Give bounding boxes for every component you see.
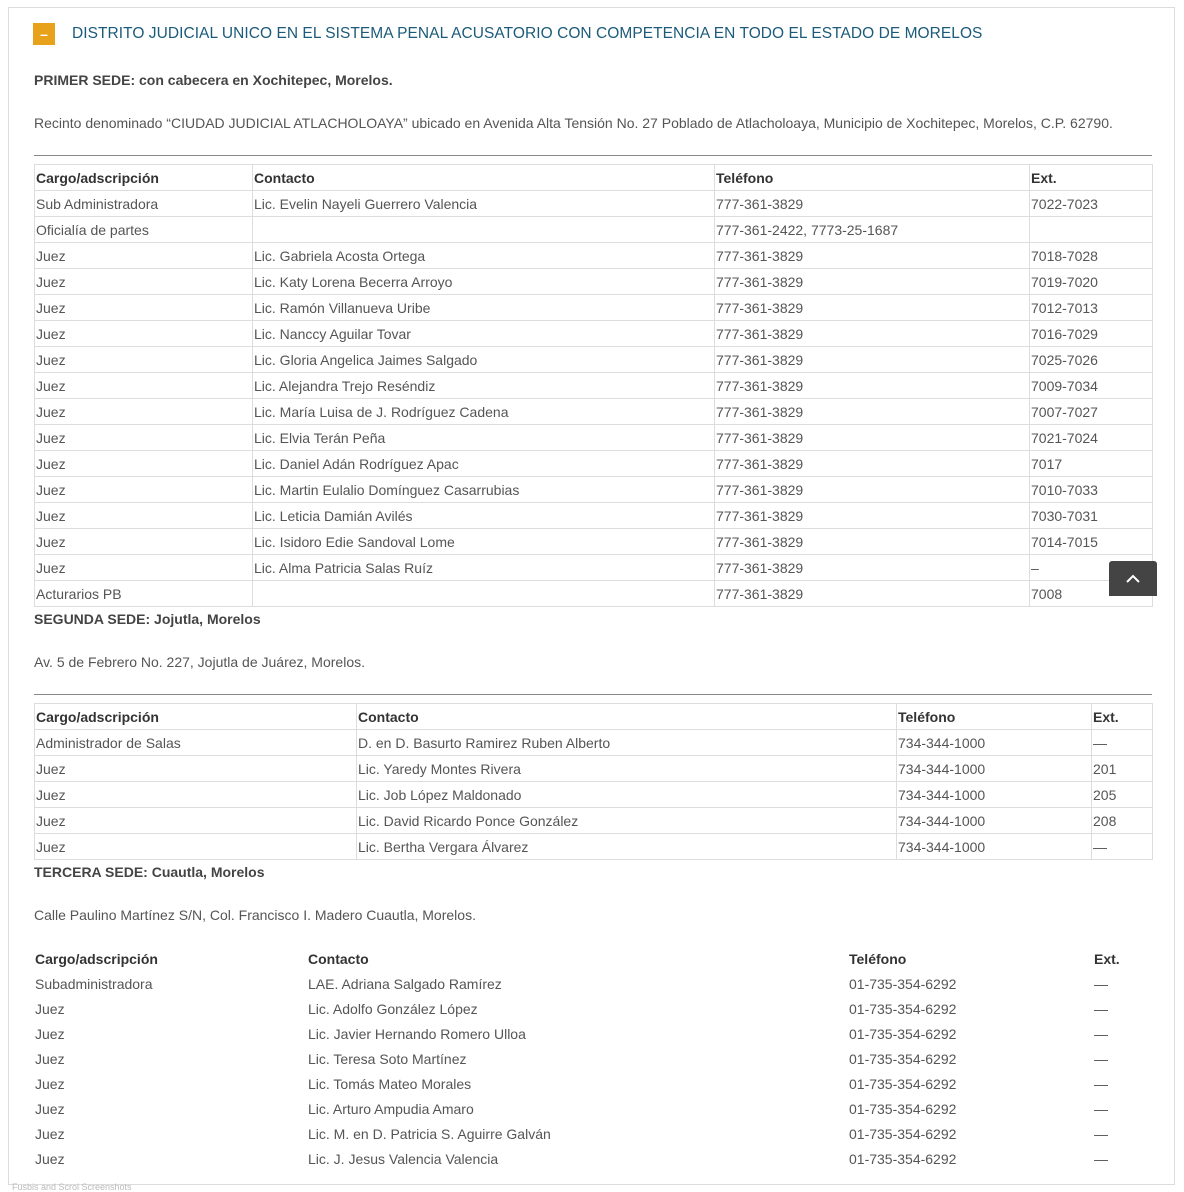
table-cell: Juez xyxy=(35,834,357,860)
table-cell: 777-361-3829 xyxy=(715,425,1030,451)
table-cell: Juez xyxy=(35,399,253,425)
table-row xyxy=(34,1096,1152,1121)
table-header-row xyxy=(35,704,1153,730)
table-cell: Lic. Alejandra Trejo Reséndiz xyxy=(253,373,715,399)
table-cell: Subadministradora xyxy=(35,975,153,992)
table-cell: Lic. Isidoro Edie Sandoval Lome xyxy=(253,529,715,555)
table-cell: Lic. Yaredy Montes Rivera xyxy=(357,756,897,782)
table-cell: 7016-7029 xyxy=(1030,321,1153,347)
table-cell: — xyxy=(1094,1025,1108,1042)
table-row xyxy=(34,1021,1152,1046)
table-cell: Lic. Teresa Soto Martínez xyxy=(308,1050,467,1067)
table-row xyxy=(35,399,1153,425)
table-cell: Oficialía de partes xyxy=(35,217,253,243)
table-cell: 7022-7023 xyxy=(1030,191,1153,217)
table-cell xyxy=(253,217,715,243)
sede1-table xyxy=(34,164,1153,607)
table-cell: 777-361-3829 xyxy=(715,321,1030,347)
table-cell: — xyxy=(1094,1000,1108,1017)
accordion-title[interactable]: DISTRITO JUDICIAL UNICO EN EL SISTEMA PENAL ACUSATORIO CON COMPETENCIA EN TODO EL ESTADO DE MORELOS xyxy=(72,25,983,42)
table-cell: — xyxy=(1094,1100,1108,1117)
table-row xyxy=(35,782,1153,808)
table-cell: 7025-7026 xyxy=(1030,347,1153,373)
table-row xyxy=(34,971,1152,996)
table-cell: 777-361-3829 xyxy=(715,295,1030,321)
table-row xyxy=(34,1146,1152,1171)
table-row xyxy=(35,243,1153,269)
table-cell: Juez xyxy=(35,347,253,373)
table-cell: Juez xyxy=(35,425,253,451)
table-cell: 777-361-3829 xyxy=(715,191,1030,217)
sede2-table xyxy=(34,703,1153,860)
table-cell: LAE. Adriana Salgado Ramírez xyxy=(308,975,502,992)
table-row xyxy=(35,269,1153,295)
table-row xyxy=(34,1046,1152,1071)
table-cell: 01-735-354-6292 xyxy=(849,1125,957,1142)
table-cell: Juez xyxy=(35,1025,65,1042)
table-cell: Lic. Leticia Damián Avilés xyxy=(253,503,715,529)
table-cell xyxy=(1030,217,1153,243)
table-row xyxy=(35,477,1153,503)
column-header: Teléfono xyxy=(897,704,1092,730)
table-cell: — xyxy=(1092,834,1153,860)
table-cell: 777-361-3829 xyxy=(715,269,1030,295)
table-cell: Lic. Gabriela Acosta Ortega xyxy=(253,243,715,269)
table-cell: Juez xyxy=(35,756,357,782)
table-cell: Juez xyxy=(35,373,253,399)
column-header: Teléfono xyxy=(715,165,1030,191)
table-cell: 01-735-354-6292 xyxy=(849,975,957,992)
collapse-toggle-button[interactable]: – xyxy=(33,23,55,45)
table-cell: Lic. Daniel Adán Rodríguez Apac xyxy=(253,451,715,477)
table-cell: Administrador de Salas xyxy=(35,730,357,756)
sede2-title: SEGUNDA SEDE: Jojutla, Morelos xyxy=(34,611,261,627)
table-cell: Juez xyxy=(35,529,253,555)
table-row xyxy=(35,321,1153,347)
table-cell xyxy=(253,581,715,607)
table-cell: 734-344-1000 xyxy=(897,730,1092,756)
table-cell: Lic. Job López Maldonado xyxy=(357,782,897,808)
table-row xyxy=(35,834,1153,860)
table-cell: 7014-7015 xyxy=(1030,529,1153,555)
table-row xyxy=(35,373,1153,399)
table-row xyxy=(35,295,1153,321)
table-cell: Juez xyxy=(35,321,253,347)
table-cell: Lic. Elvia Terán Peña xyxy=(253,425,715,451)
column-header: Cargo/adscripción xyxy=(35,950,158,967)
table-cell: 777-361-3829 xyxy=(715,555,1030,581)
table-cell: 734-344-1000 xyxy=(897,834,1092,860)
table-cell: Juez xyxy=(35,808,357,834)
divider xyxy=(34,694,1152,695)
table-cell: Lic. J. Jesus Valencia Valencia xyxy=(308,1150,499,1167)
column-header: Teléfono xyxy=(849,950,907,967)
table-row xyxy=(34,1121,1152,1146)
table-cell: 7021-7024 xyxy=(1030,425,1153,451)
table-cell: Juez xyxy=(35,1000,65,1017)
sede3-address: Calle Paulino Martínez S/N, Col. Francisco I. Madero Cuautla, Morelos. xyxy=(34,907,476,923)
table-row xyxy=(35,191,1153,217)
column-header: Ext. xyxy=(1030,165,1153,191)
table-cell: 01-735-354-6292 xyxy=(849,1000,957,1017)
table-cell: 7030-7031 xyxy=(1030,503,1153,529)
table-cell: Lic. Martin Eulalio Domínguez Casarrubias xyxy=(253,477,715,503)
table-cell: 01-735-354-6292 xyxy=(849,1025,957,1042)
table-cell: Juez xyxy=(35,1075,65,1092)
table-header-row xyxy=(35,165,1153,191)
table-row xyxy=(35,451,1153,477)
table-cell: Juez xyxy=(35,1125,65,1142)
table-cell: 01-735-354-6292 xyxy=(849,1075,957,1092)
table-cell: Juez xyxy=(35,243,253,269)
table-cell: 777-361-3829 xyxy=(715,399,1030,425)
table-row xyxy=(35,581,1153,607)
table-cell: Lic. Adolfo González López xyxy=(308,1000,478,1017)
table-cell: 208 xyxy=(1092,808,1153,834)
table-cell: 734-344-1000 xyxy=(897,808,1092,834)
chevron-up-icon xyxy=(1125,574,1141,584)
table-row xyxy=(35,529,1153,555)
table-cell: 01-735-354-6292 xyxy=(849,1150,957,1167)
table-cell: 777-361-3829 xyxy=(715,503,1030,529)
table-cell: — xyxy=(1094,1125,1108,1142)
table-cell: — xyxy=(1094,1050,1108,1067)
sede2-address: Av. 5 de Febrero No. 227, Jojutla de Juárez, Morelos. xyxy=(34,654,365,670)
table-cell: Juez xyxy=(35,503,253,529)
table-cell: 7018-7028 xyxy=(1030,243,1153,269)
column-header: Cargo/adscripción xyxy=(35,165,253,191)
table-header-row xyxy=(34,946,1152,971)
table-cell: 777-361-3829 xyxy=(715,529,1030,555)
accordion-panel xyxy=(8,7,1175,1185)
table-cell: 777-361-3829 xyxy=(715,581,1030,607)
table-cell: Lic. Katy Lorena Becerra Arroyo xyxy=(253,269,715,295)
table-cell: 7010-7033 xyxy=(1030,477,1153,503)
sede3-title: TERCERA SEDE: Cuautla, Morelos xyxy=(34,864,265,880)
footer-ghost-text: Fusbis and Scrol Screenshots xyxy=(12,1182,132,1192)
table-cell: 01-735-354-6292 xyxy=(849,1050,957,1067)
table-cell: 777-361-2422, 7773-25-1687 xyxy=(715,217,1030,243)
table-cell: Lic. David Ricardo Ponce González xyxy=(357,808,897,834)
table-row xyxy=(35,756,1153,782)
table-cell: Lic. Ramón Villanueva Uribe xyxy=(253,295,715,321)
table-cell: 201 xyxy=(1092,756,1153,782)
table-cell: Juez xyxy=(35,1150,65,1167)
table-cell: — xyxy=(1094,1150,1108,1167)
table-cell: Lic. Gloria Angelica Jaimes Salgado xyxy=(253,347,715,373)
table-cell: Lic. María Luisa de J. Rodríguez Cadena xyxy=(253,399,715,425)
table-cell: Lic. Alma Patricia Salas Ruíz xyxy=(253,555,715,581)
table-row xyxy=(35,425,1153,451)
table-cell: Acturarios PB xyxy=(35,581,253,607)
table-cell: — xyxy=(1094,1075,1108,1092)
table-cell: Juez xyxy=(35,1050,65,1067)
sede1-address: Recinto denominado “CIUDAD JUDICIAL ATLACHOLOAYA” ubicado en Avenida Alta Tensión No. 27 Poblado de Atlacholoaya, Municipio de Xochitepec, Morelos, C.P. 62790. xyxy=(34,115,1113,131)
sede1-title: PRIMER SEDE: con cabecera en Xochitepec, Morelos. xyxy=(34,72,393,88)
table-cell: Lic. Evelin Nayeli Guerrero Valencia xyxy=(253,191,715,217)
table-cell: 7008 xyxy=(1030,581,1153,607)
column-header: Ext. xyxy=(1094,950,1120,967)
table-cell: 734-344-1000 xyxy=(897,756,1092,782)
table-cell: Juez xyxy=(35,782,357,808)
sede3-table xyxy=(34,946,1152,1171)
column-header: Ext. xyxy=(1092,704,1153,730)
table-cell: 7012-7013 xyxy=(1030,295,1153,321)
table-row xyxy=(35,503,1153,529)
column-header: Contacto xyxy=(308,950,369,967)
table-cell: 777-361-3829 xyxy=(715,451,1030,477)
table-cell: Lic. Bertha Vergara Álvarez xyxy=(357,834,897,860)
table-row xyxy=(35,347,1153,373)
table-row xyxy=(35,217,1153,243)
table-cell: 7009-7034 xyxy=(1030,373,1153,399)
table-cell: 777-361-3829 xyxy=(715,477,1030,503)
table-cell: D. en D. Basurto Ramirez Ruben Alberto xyxy=(357,730,897,756)
column-header: Contacto xyxy=(357,704,897,730)
table-row xyxy=(35,730,1153,756)
table-row xyxy=(34,1071,1152,1096)
table-row xyxy=(34,996,1152,1021)
table-cell: Juez xyxy=(35,477,253,503)
table-cell: 7019-7020 xyxy=(1030,269,1153,295)
scroll-to-top-button[interactable] xyxy=(1109,561,1157,596)
divider xyxy=(34,155,1152,156)
accordion-content xyxy=(34,70,1152,1171)
table-cell: 205 xyxy=(1092,782,1153,808)
table-cell: Lic. Nanccy Aguilar Tovar xyxy=(253,321,715,347)
accordion-header[interactable] xyxy=(33,23,982,45)
table-cell: 734-344-1000 xyxy=(897,782,1092,808)
table-cell: 01-735-354-6292 xyxy=(849,1100,957,1117)
column-header: Cargo/adscripción xyxy=(35,704,357,730)
table-row xyxy=(35,555,1153,581)
table-cell: — xyxy=(1094,975,1108,992)
table-cell: 777-361-3829 xyxy=(715,347,1030,373)
table-cell: — xyxy=(1092,730,1153,756)
table-cell: Lic. Tomás Mateo Morales xyxy=(308,1075,472,1092)
table-cell: Lic. M. en D. Patricia S. Aguirre Galván xyxy=(308,1125,551,1142)
table-cell: 777-361-3829 xyxy=(715,373,1030,399)
table-cell: 7007-7027 xyxy=(1030,399,1153,425)
table-cell: Juez xyxy=(35,451,253,477)
table-cell: Lic. Arturo Ampudia Amaro xyxy=(308,1100,474,1117)
table-cell: Juez xyxy=(35,269,253,295)
table-cell: Sub Administradora xyxy=(35,191,253,217)
column-header: Contacto xyxy=(253,165,715,191)
table-cell: 777-361-3829 xyxy=(715,243,1030,269)
table-row xyxy=(35,808,1153,834)
table-cell: – xyxy=(1030,555,1153,581)
table-cell: Lic. Javier Hernando Romero Ulloa xyxy=(308,1025,526,1042)
table-cell: 7017 xyxy=(1030,451,1153,477)
table-cell: Juez xyxy=(35,295,253,321)
table-cell: Juez xyxy=(35,555,253,581)
table-cell: Juez xyxy=(35,1100,65,1117)
